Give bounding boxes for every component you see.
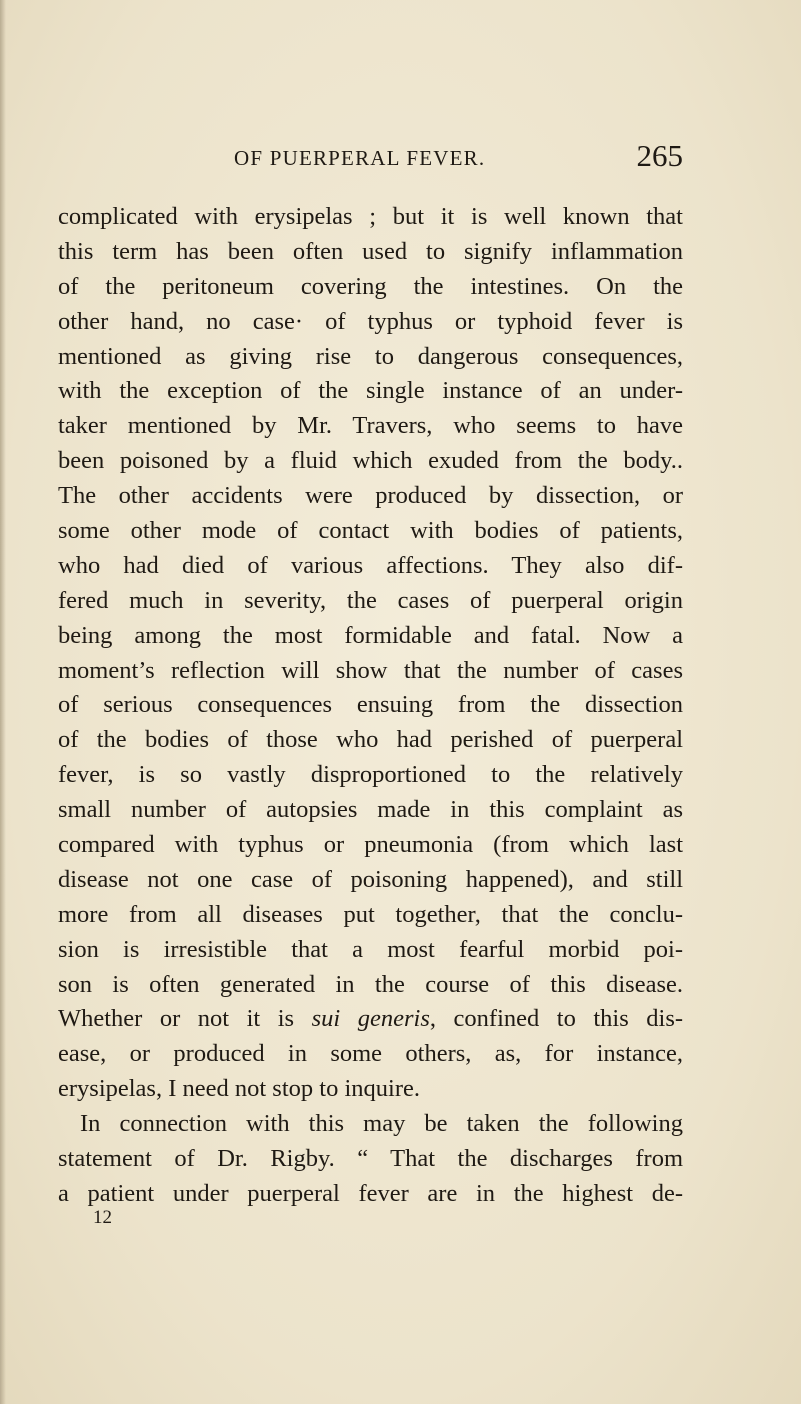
paragraph-start-line: In connection with this may be taken the following bbox=[80, 1110, 683, 1138]
text-line: who had died of various affections. They also dif- bbox=[58, 551, 683, 579]
text-line: statement of Dr. Rigby. “ That the discharges from bbox=[58, 1145, 683, 1173]
text-line: with the exception of the single instance of an under- bbox=[58, 377, 683, 405]
text-line: fered much in severity, the cases of puerperal origin bbox=[58, 586, 683, 614]
text-line: complicated with erysipelas ; but it is well known that bbox=[58, 203, 683, 230]
text-line: of the bodies of those who had perished of puerperal bbox=[58, 726, 683, 754]
text-line: been poisoned by a fluid which exuded from the body.. bbox=[58, 447, 683, 475]
running-head bbox=[0, 138, 801, 182]
body-text bbox=[58, 200, 683, 1212]
text-line: more from all diseases put together, that the conclu- bbox=[58, 900, 683, 928]
text-line: being among the most formidable and fatal. Now a bbox=[58, 621, 683, 649]
text-run: , confined to this dis- bbox=[429, 1005, 684, 1033]
text-line: small number of autopsies made in this complaint as bbox=[58, 796, 683, 824]
text-line: of the peritoneum covering the intestines. On the bbox=[58, 272, 683, 300]
text-line: disease not one case of poisoning happened), and still bbox=[58, 865, 683, 893]
text-line: other hand, no case· of typhus or typhoid fever is bbox=[58, 307, 683, 335]
text-line: sion is irresistible that a most fearful morbid poi- bbox=[58, 935, 683, 963]
italic-phrase: sui generis bbox=[311, 1005, 430, 1033]
text-line: ease, or produced in some others, as, for instance, bbox=[58, 1040, 683, 1068]
text-line: this term has been often used to signify inflammation bbox=[58, 237, 683, 265]
text-line: a patient under puerperal fever are in the highest de- bbox=[58, 1179, 683, 1207]
text-line: erysipelas, I need not stop to inquire. bbox=[58, 1075, 420, 1103]
text-line: compared with typhus or pneumonia (from which last bbox=[58, 831, 683, 859]
text-line: The other accidents were produced by dissection, or bbox=[58, 482, 683, 510]
text-line: taker mentioned by Mr. Travers, who seems to have bbox=[58, 412, 683, 440]
page-number: 265 bbox=[636, 138, 683, 173]
spine-shadow bbox=[0, 0, 6, 1404]
text-run: Whether or not it is bbox=[58, 1005, 295, 1033]
running-head-title: OF PUERPERAL FEVER. bbox=[234, 146, 486, 170]
text-line: moment’s reflection will show that the number of cases bbox=[58, 656, 683, 684]
text-line: of serious consequences ensuing from the dissection bbox=[58, 691, 683, 719]
text-line: some other mode of contact with bodies of patients, bbox=[58, 517, 683, 545]
text-line-with-italic bbox=[58, 1002, 683, 1037]
text-line: mentioned as giving rise to dangerous consequences, bbox=[58, 342, 683, 370]
signature-mark: 12 bbox=[93, 1207, 112, 1228]
text-line: fever, is so vastly disproportioned to the relatively bbox=[58, 761, 683, 789]
text-line: son is often generated in the course of this disease. bbox=[58, 970, 683, 998]
